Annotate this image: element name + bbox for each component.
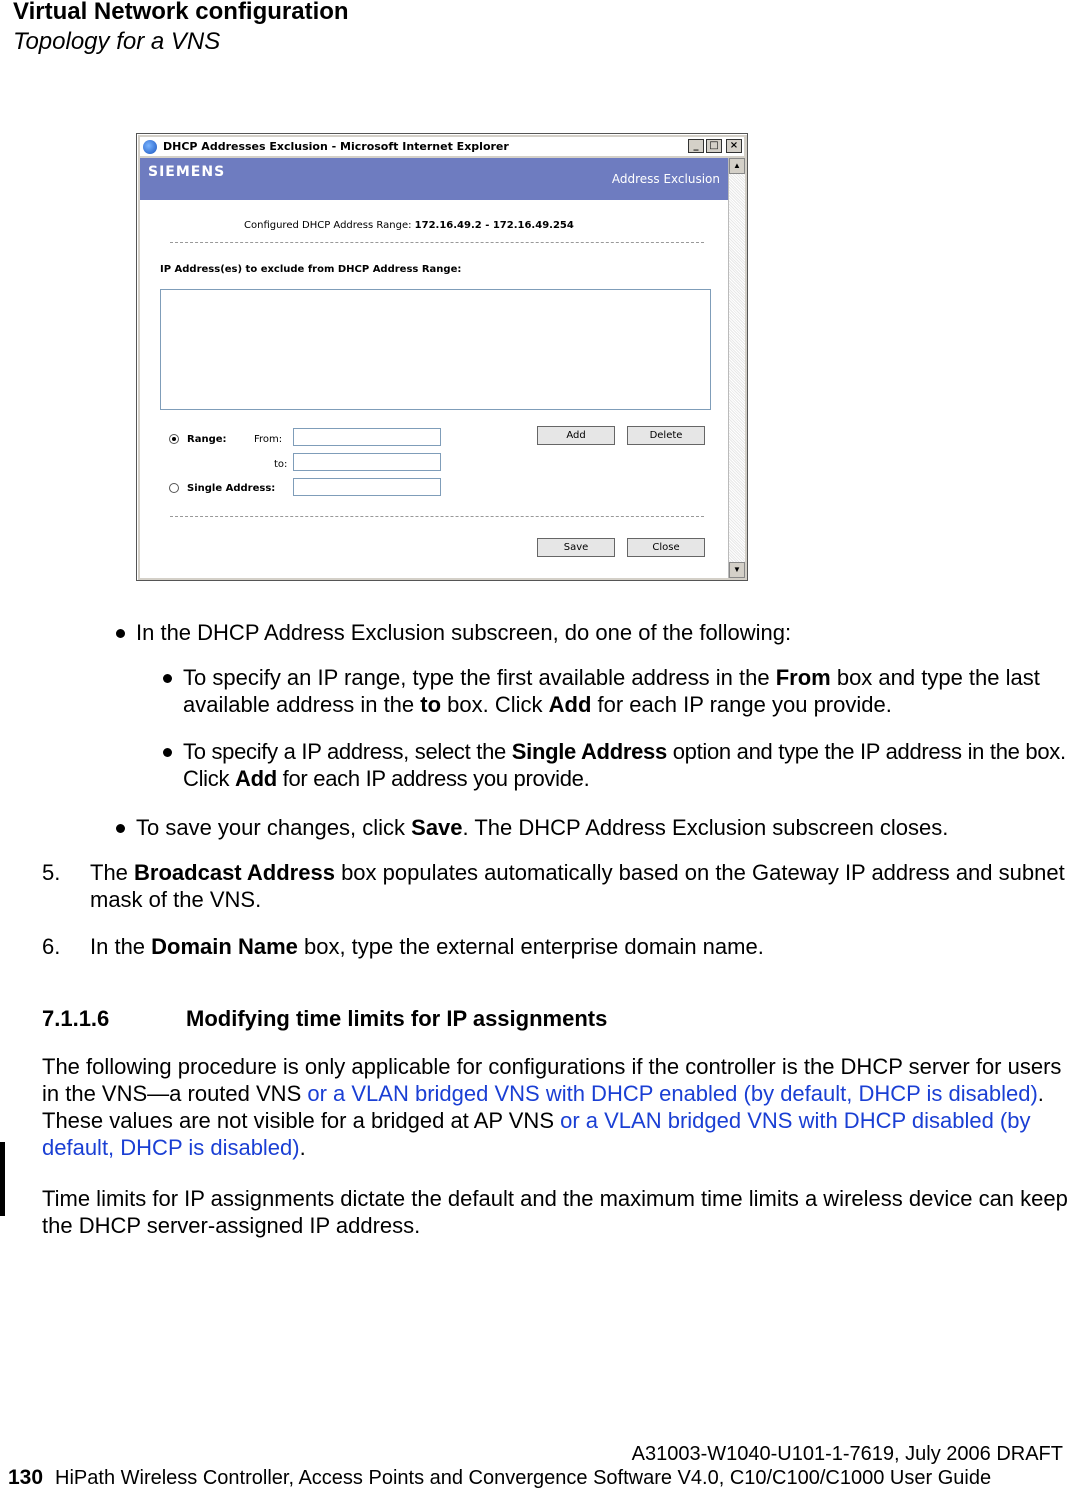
bullet-icon <box>116 824 125 833</box>
vertical-scrollbar[interactable] <box>728 158 745 578</box>
configured-range-value: 172.16.49.2 - 172.16.49.254 <box>414 220 574 231</box>
delete-button[interactable]: Delete <box>627 426 705 445</box>
range-label: Range: <box>187 434 227 445</box>
footer-doc-id: A31003-W1040-U101-1-7619, July 2006 DRAFT <box>631 1443 1063 1465</box>
window-title: DHCP Addresses Exclusion - Microsoft Internet Explorer <box>163 140 509 153</box>
conditional-text-link: or a VLAN bridged VNS with DHCP disabled (by default, DHCP is disabled) <box>42 1108 1031 1160</box>
excluded-addresses-list[interactable] <box>160 289 711 410</box>
close-button[interactable]: Close <box>627 538 705 557</box>
scroll-down-icon[interactable]: ▼ <box>729 562 745 578</box>
step-number: 5. <box>42 860 61 885</box>
screen-title: Address Exclusion <box>611 172 720 186</box>
step-item: The Broadcast Address box populates automatically based on the Gateway IP address and subnet mask of the VNS. <box>90 860 1065 912</box>
page-number: 130 <box>8 1466 44 1489</box>
save-button[interactable]: Save <box>537 538 615 557</box>
bullet-item: To save your changes, click Save. The DHCP Address Exclusion subscreen closes. <box>136 815 949 840</box>
paragraph: Time limits for IP assignments dictate the default and the maximum time limits a wireless device can keep the DHCP server-assigned IP address. <box>42 1186 1068 1238</box>
bullet-item: In the DHCP Address Exclusion subscreen, do one of the following: <box>136 620 792 645</box>
close-window-button[interactable]: × <box>726 139 742 153</box>
running-header-subsection: Topology for a VNS <box>13 28 221 55</box>
scroll-up-icon[interactable]: ▲ <box>729 158 745 174</box>
add-button[interactable]: Add <box>537 426 615 445</box>
maximize-button[interactable]: □ <box>706 139 722 153</box>
minimize-button[interactable]: _ <box>688 139 704 153</box>
conditional-text-link: or a VLAN bridged VNS with DHCP enabled (by default, DHCP is disabled) <box>307 1081 1038 1106</box>
footer <box>8 1466 991 1490</box>
paragraph: The following procedure is only applicable for configurations if the controller is the DHCP server for users in the VNS—a routed VNS or a VLAN bridged VNS with DHCP enabled (by default, DHCP is disabled). These values are not visible for a bridged at AP VNS or a VLAN bridged VNS with DHCP disabled (by default, DHCP is disabled). <box>42 1054 1062 1160</box>
section-heading: 7.1.1.6 Modifying time limits for IP assignments <box>42 1006 608 1031</box>
single-address-radio[interactable] <box>169 483 179 493</box>
siemens-logo: SIEMENS <box>148 164 226 180</box>
bullet-item: To specify an IP range, type the first available address in the From box and type the last available address in the to box. Click Add for each IP range you provide. <box>183 665 1040 717</box>
bullet-icon <box>116 629 125 638</box>
to-input[interactable] <box>293 453 441 471</box>
siemens-banner <box>140 158 728 200</box>
exclude-list-label: IP Address(es) to exclude from DHCP Address Range: <box>160 264 462 275</box>
ie-icon <box>143 140 157 154</box>
bullet-item: To specify a IP address, select the Single Address option and type the IP address in the box. Click Add for each IP address you provide. <box>183 739 1066 791</box>
guide-title: HiPath Wireless Controller, Access Points and Convergence Software V4.0, C10/C100/C1000 User Guide <box>55 1467 992 1489</box>
divider <box>170 516 704 517</box>
step-number: 6. <box>42 934 61 959</box>
range-radio[interactable] <box>169 434 179 444</box>
from-input[interactable] <box>293 428 441 446</box>
configured-range-label: Configured DHCP Address Range: <box>244 220 412 231</box>
running-header-section: Virtual Network configuration <box>13 0 349 25</box>
divider <box>170 242 704 243</box>
single-address-label: Single Address: <box>187 483 276 494</box>
dhcp-exclusion-window <box>136 133 748 581</box>
single-address-input[interactable] <box>293 478 441 496</box>
step-item: In the Domain Name box, type the external enterprise domain name. <box>90 934 764 959</box>
bullet-icon <box>163 674 172 683</box>
configured-range <box>244 220 574 231</box>
change-bar <box>0 1142 5 1216</box>
window-client-area <box>140 158 728 578</box>
to-label: to: <box>274 459 288 470</box>
from-label: From: <box>254 434 283 445</box>
bullet-icon <box>163 748 172 757</box>
window-titlebar <box>140 137 744 156</box>
